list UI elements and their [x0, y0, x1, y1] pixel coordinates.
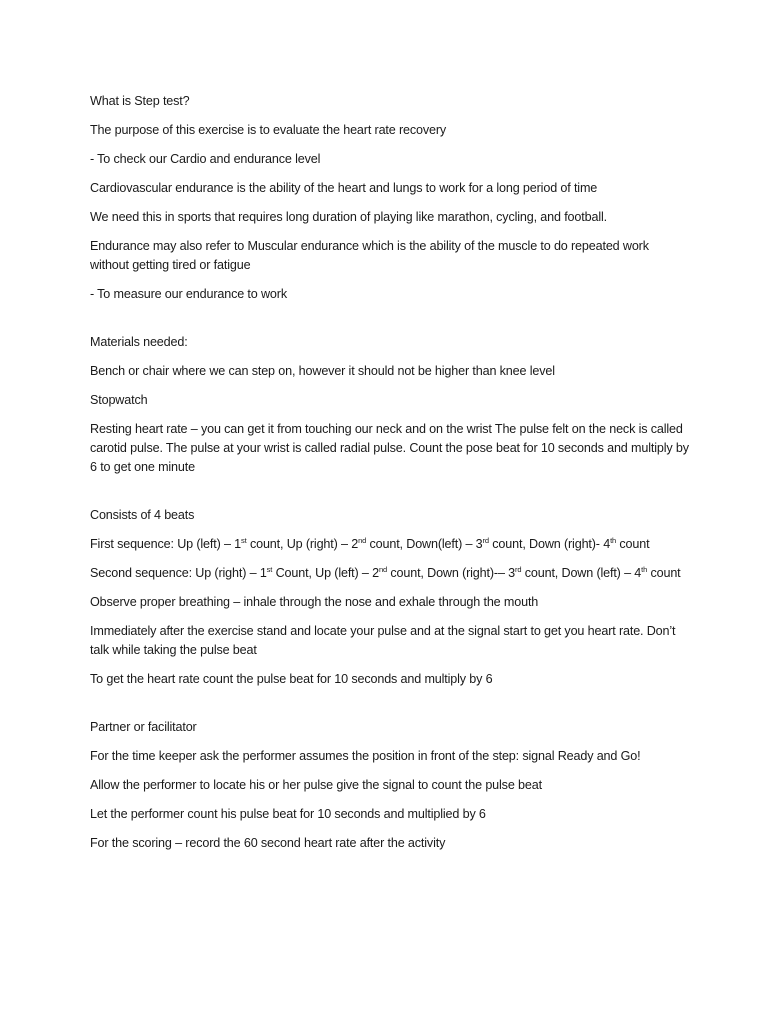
- beats-heading: Consists of 4 beats: [90, 508, 195, 522]
- purpose-paragraph: The purpose of this exercise is to evaluate the heart rate recovery: [90, 123, 447, 137]
- ordinal-suffix: th: [641, 565, 648, 574]
- first-seq-part: count, Down (right)- 4: [488, 537, 611, 551]
- ordinal-suffix: nd: [358, 536, 367, 545]
- ordinal-suffix: th: [610, 536, 617, 545]
- second-seq-part: Second sequence: Up (right) – 1: [90, 566, 267, 580]
- first-seq-part: count: [616, 537, 650, 551]
- second-seq-part: count, Down (right)-– 3: [387, 566, 516, 580]
- step-test-heading: What is Step test?: [90, 94, 190, 108]
- ordinal-suffix: rd: [515, 565, 522, 574]
- first-sequence-paragraph: [90, 535, 690, 554]
- partner-heading: Partner or facilitator: [90, 720, 197, 734]
- first-seq-part: First sequence: Up (left) – 1: [90, 537, 242, 551]
- ordinal-suffix: nd: [378, 565, 388, 574]
- muscular-endurance-paragraph: Endurance may also refer to Muscular endurance which is the ability of the muscle to do repeated work without getting tired or fatigue: [90, 239, 649, 272]
- scoring-paragraph: For the scoring – record the 60 second heart rate after the activity: [90, 836, 446, 850]
- second-seq-part: Count, Up (left) – 2: [272, 566, 379, 580]
- immediately-after-paragraph: Immediately after the exercise stand and locate your pulse and at the signal start to get you heart rate. Don’t talk while taking the pulse beat: [90, 624, 676, 657]
- first-seq-part: count, Up (right) – 2: [246, 537, 359, 551]
- ordinal-suffix: st: [266, 565, 273, 574]
- resting-heart-rate-paragraph: Resting heart rate – you can get it from touching our neck and on the wrist The pulse felt on the neck is called carotid pulse. The pulse at your wrist is called radial pulse. Count the pose beat for 10 seconds and multiply by 6 to get one minute: [90, 422, 689, 474]
- sports-need-paragraph: We need this in sports that requires long duration of playing like marathon, cycling, and football.: [90, 210, 607, 224]
- ordinal-suffix: rd: [482, 536, 489, 545]
- first-seq-part: count, Down(left) – 3: [366, 537, 483, 551]
- measure-endurance-paragraph: - To measure our endurance to work: [90, 287, 287, 301]
- ordinal-suffix: st: [241, 536, 247, 545]
- allow-performer-paragraph: Allow the performer to locate his or her pulse give the signal to count the pulse beat: [90, 778, 542, 792]
- materials-heading: Materials needed:: [90, 335, 188, 349]
- check-cardio-paragraph: - To check our Cardio and endurance level: [90, 152, 321, 166]
- bench-paragraph: Bench or chair where we can step on, however it should not be higher than knee level: [90, 364, 555, 378]
- second-seq-part: count: [647, 566, 681, 580]
- second-sequence-paragraph: [90, 564, 690, 583]
- document-body: [90, 92, 690, 863]
- cardio-definition-paragraph: Cardiovascular endurance is the ability of the heart and lungs to work for a long period of time: [90, 181, 598, 195]
- stopwatch-paragraph: Stopwatch: [90, 393, 148, 407]
- second-seq-part: count, Down (left) – 4: [521, 566, 642, 580]
- get-heart-rate-paragraph: To get the heart rate count the pulse beat for 10 seconds and multiply by 6: [90, 672, 493, 686]
- let-performer-count-paragraph: Let the performer count his pulse beat for 10 seconds and multiplied by 6: [90, 807, 486, 821]
- breathing-paragraph: Observe proper breathing – inhale through the nose and exhale through the mouth: [90, 595, 539, 609]
- time-keeper-paragraph: For the time keeper ask the performer assumes the position in front of the step: signal Ready and Go!: [90, 749, 641, 763]
